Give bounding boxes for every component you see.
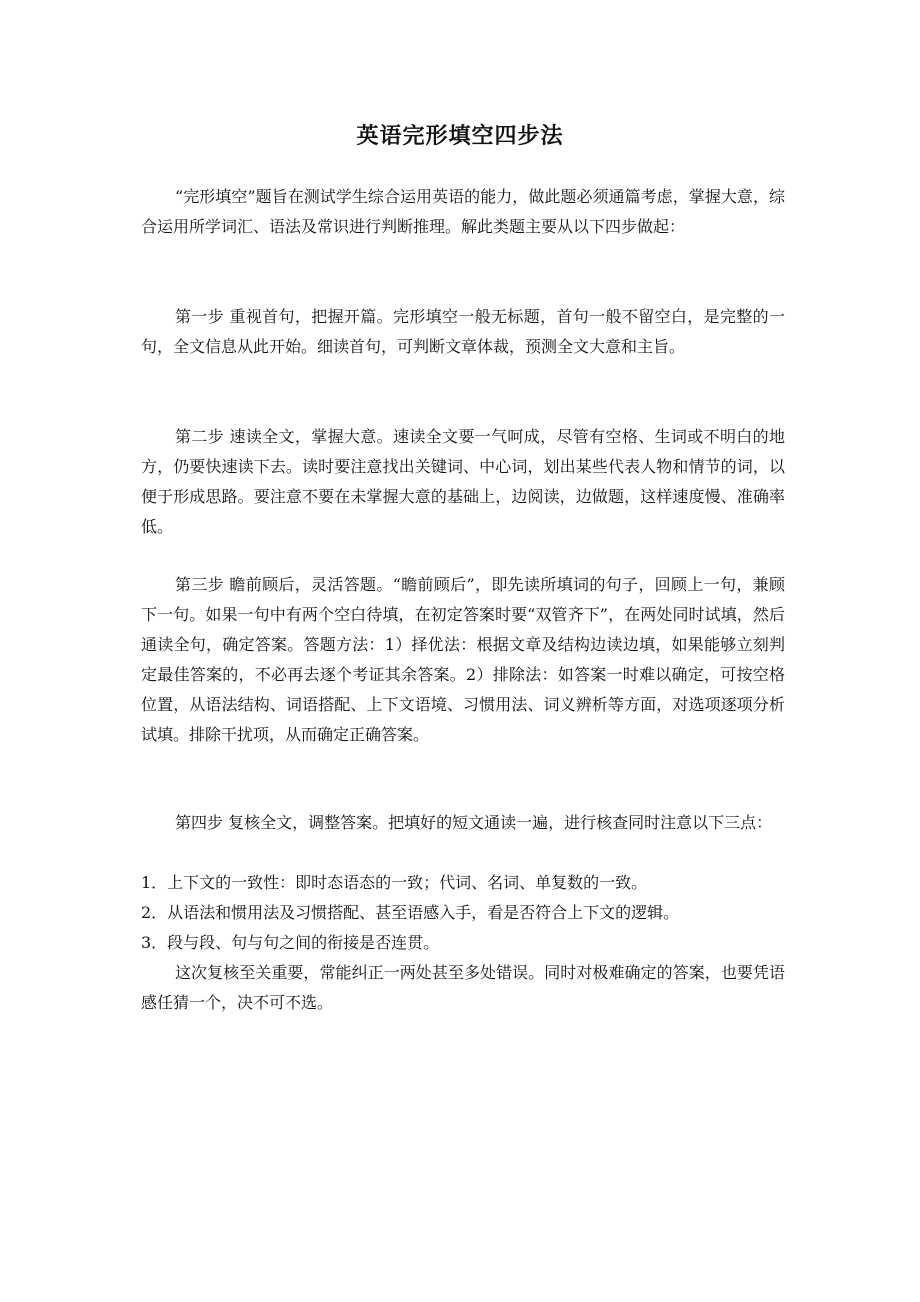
step-one-paragraph: 第一步 重视首句，把握开篇。完形填空一般无标题，首句一般不留空白，是完整的一句，全文信息从此开始。细读首句，可判断文章体裁，预测全文大意和主旨。 [141, 307, 785, 356]
step-four-paragraph: 第四步 复核全文，调整答案。把填好的短文通读一遍，进行核查同时注意以下三点： [175, 813, 773, 832]
closing-paragraph: 这次复核至关重要，常能纠正一两处甚至多处错误。同时对极难确定的答案，也要凭语感任猜一个，决不可不选。 [141, 963, 785, 1012]
step-three-paragraph: 第三步 瞻前顾后，灵活答题。“瞻前顾后”，即先读所填词的句子，回顾上一句，兼顾下一句。如果一句中有两个空白待填，在初定答案时要“双管齐下”，在两处同时试填，然后通读全句，确定答案。答题方法：1）择优法：根据文章及结构边读边填，如果能够立刻判定最佳答案的，不必再去逐个考证其余答案。2）排除法：如答案一时难以确定，可按空格位置，从语法结构、词语搭配、上下文语境、习惯用法、词义辨析等方面，对选项逐项分析试填。排除干扰项，从而确定正确答案。 [141, 575, 785, 744]
list-item: 3．段与段、句与句之间的衔接是否连贯。 [141, 933, 440, 952]
document-title: 英语完形填空四步法 [356, 123, 564, 149]
intro-paragraph: “完形填空”题旨在测试学生综合运用英语的能力，做此题必须通篇考虑，掌握大意，综合运用所学词汇、语法及常识进行判断推理。解此类题主要从以下四步做起： [141, 187, 785, 236]
list-item: 1．上下文的一致性：即时态语态的一致；代词、名词、单复数的一致。 [141, 873, 648, 892]
list-item: 2．从语法和惯用法及习惯搭配、甚至语感入手，看是否符合上下文的逻辑。 [141, 903, 680, 922]
step-two-paragraph: 第二步 速读全文，掌握大意。速读全文要一气呵成，尽管有空格、生词或不明白的地方，仍要快速读下去。读时要注意找出关键词、中心词，划出某些代表人物和情节的词，以便于形成思路。要注意不要在未掌握大意的基础上，边阅读，边做题，这样速度慢、准确率低。 [141, 427, 785, 536]
check-points-list [141, 868, 785, 958]
